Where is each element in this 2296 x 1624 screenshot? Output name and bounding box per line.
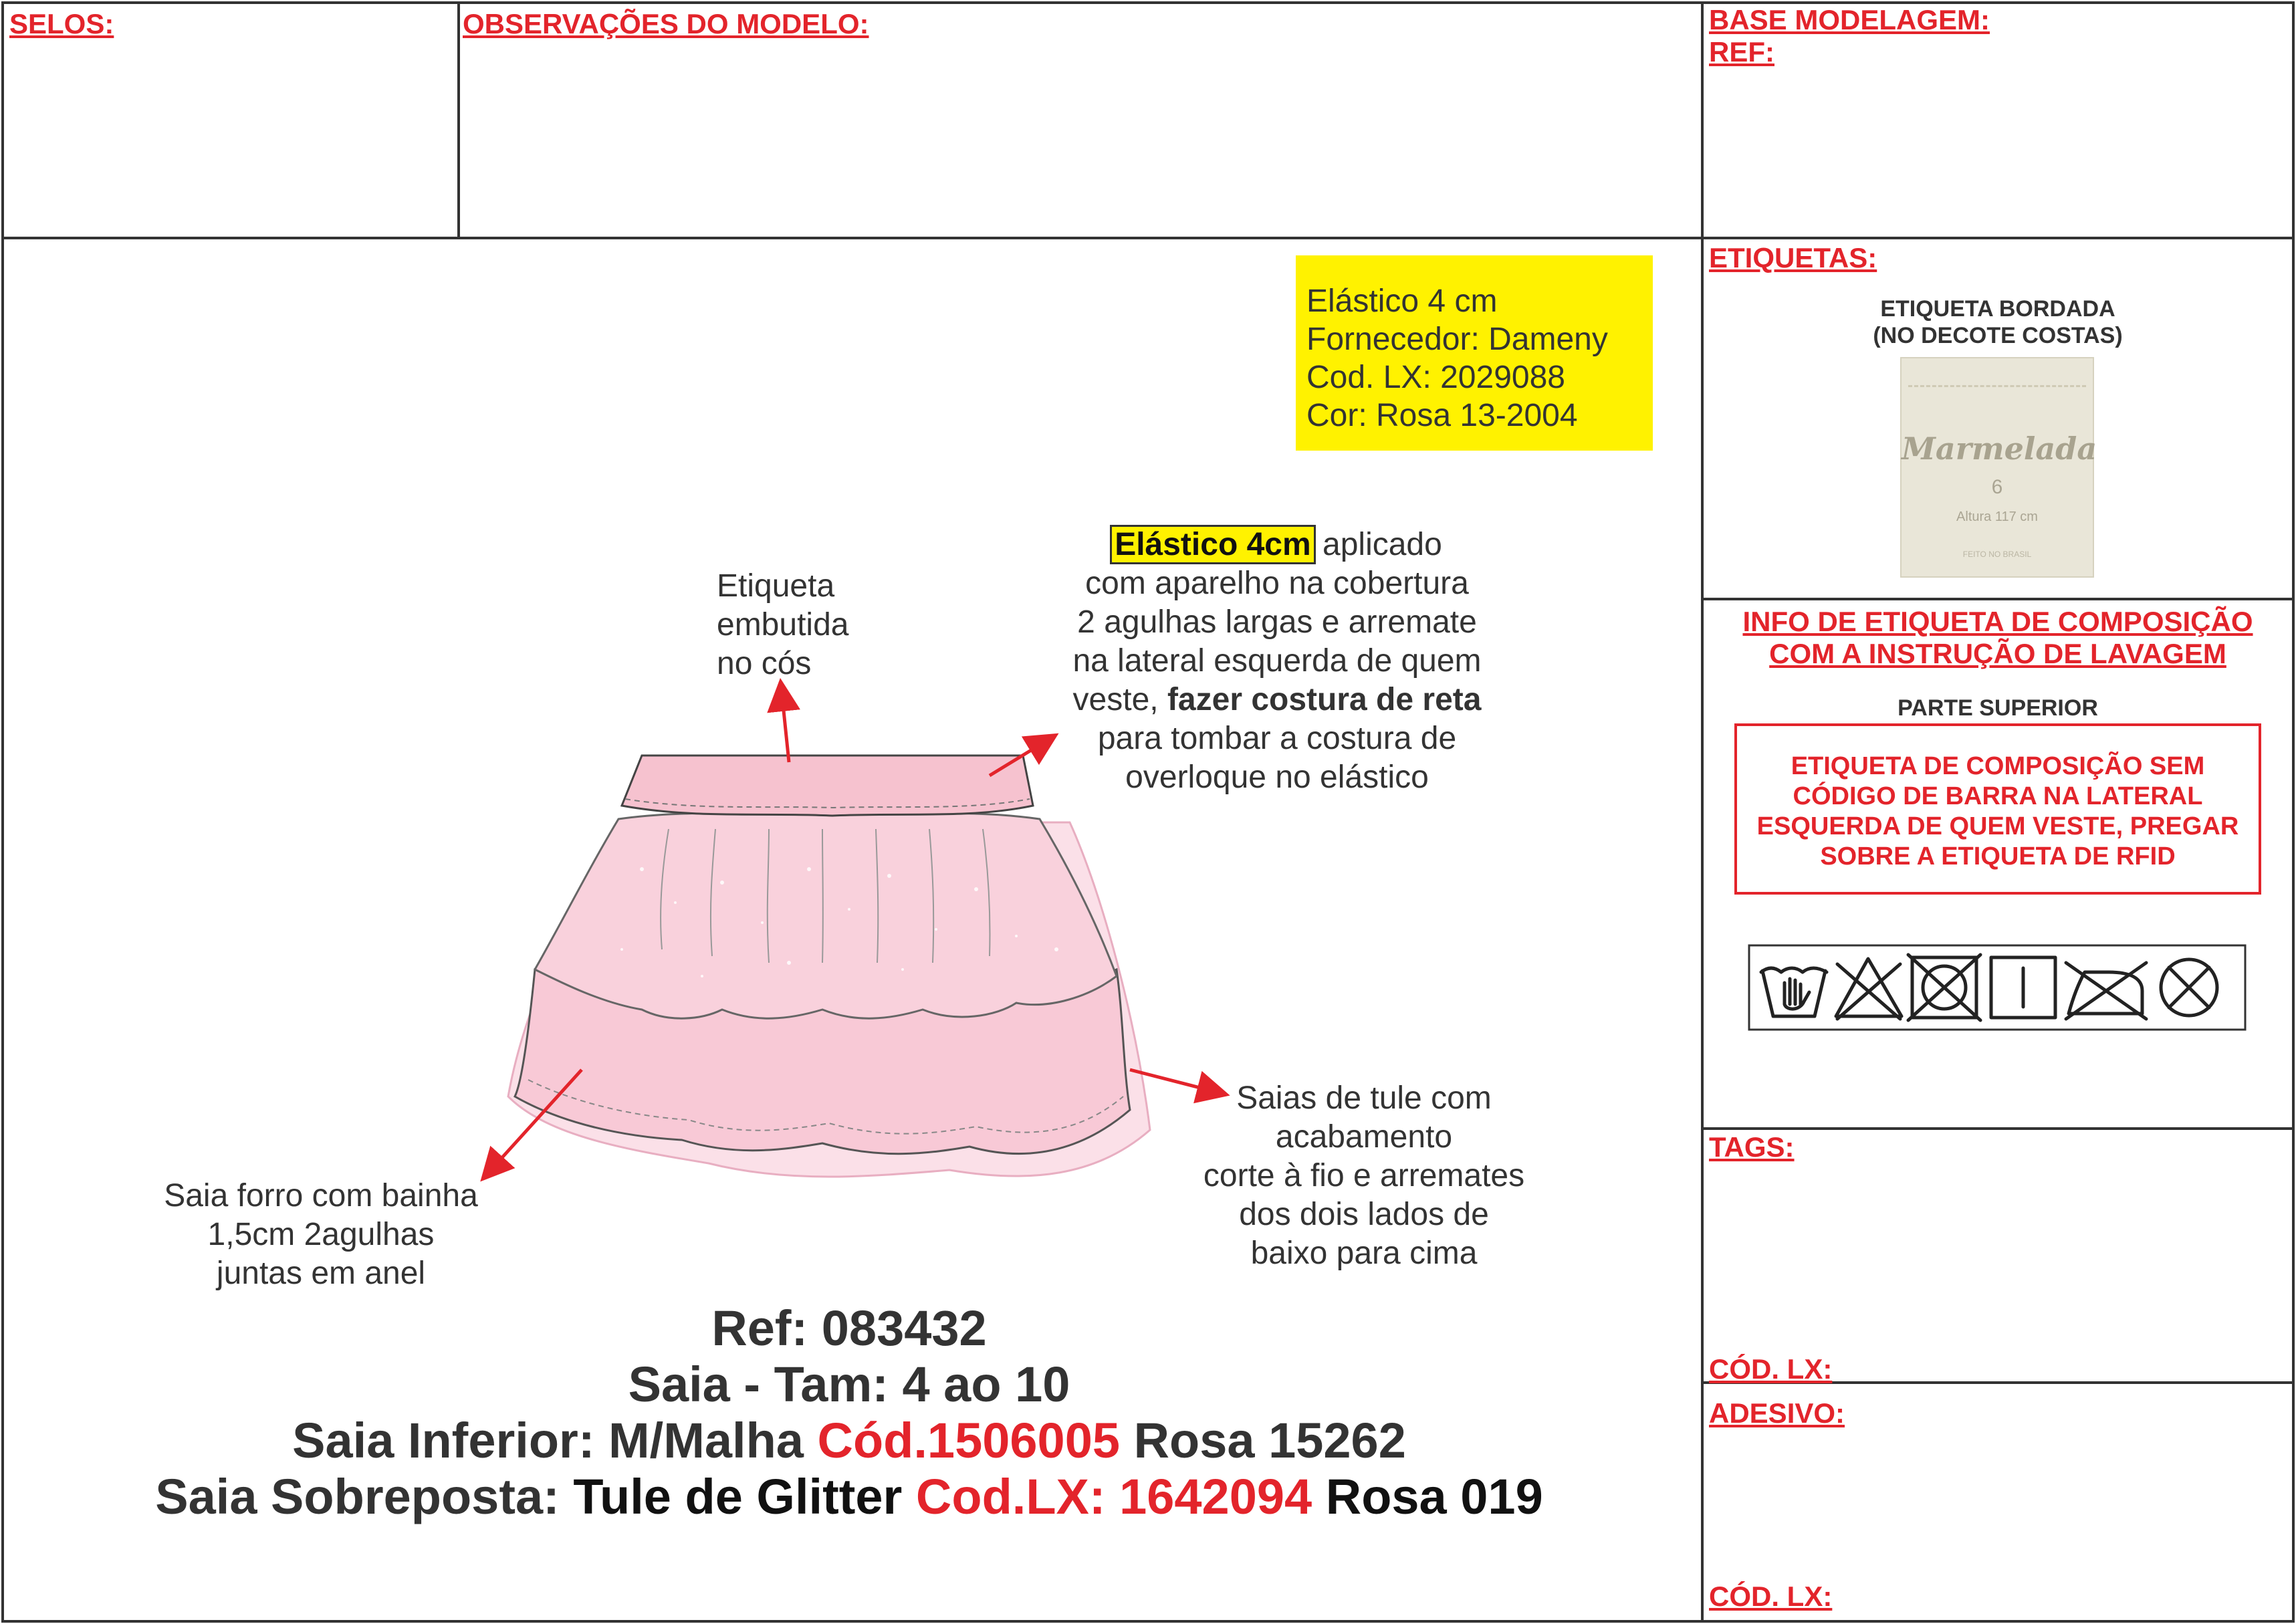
annotation-line: na lateral esquerda de quem — [1072, 643, 1482, 679]
annotation-line: baixo para cima — [1250, 1236, 1478, 1271]
annotation-line: no cós — [717, 646, 812, 681]
annotation-text: veste, — [1072, 682, 1167, 717]
bordada-line: ETIQUETA BORDADA — [1880, 296, 2115, 322]
title-text: Saia Inferior: M/Malha — [292, 1413, 818, 1468]
saia-size-title: Saia - Tam: 4 ao 10 — [628, 1357, 1070, 1412]
care-symbols — [1748, 944, 2247, 1031]
annotation-line: com aparelho na cobertura — [1085, 566, 1469, 601]
composicao-line: CÓDIGO DE BARRA NA LATERAL — [1793, 782, 2203, 810]
title-text: Saia Sobreposta: — [155, 1469, 574, 1524]
ref-label: REF: — [1709, 36, 1774, 68]
composicao-box — [1734, 723, 2261, 895]
info-line: INFO DE ETIQUETA DE COMPOSIÇÃO — [1742, 606, 2253, 637]
title-text: Rosa 019 — [1312, 1469, 1543, 1524]
tags-cell — [1701, 1127, 2295, 1384]
elastic-line: Cor: Rosa 13-2004 — [1306, 398, 1578, 433]
title-code: Cod.LX: 1642094 — [915, 1469, 1312, 1524]
woven-label-stitch — [1908, 385, 2086, 387]
selos-label: SELOS: — [9, 8, 114, 39]
saia-sobreposta-line — [0, 1468, 1698, 1525]
parte-superior-label: PARTE SUPERIOR — [1898, 695, 2098, 721]
annotation-bold: fazer costura de reta — [1167, 682, 1482, 717]
annotation-text: aplicado — [1313, 527, 1442, 562]
title-text: Tule de Glitter — [573, 1469, 916, 1524]
composicao-line: SOBRE A ETIQUETA DE RFID — [1820, 842, 2176, 871]
title-code: Cód.1506005 — [817, 1413, 1121, 1468]
ref-title: Ref: 083432 — [711, 1300, 987, 1356]
arrow-etiqueta — [781, 685, 789, 762]
annotation-line: corte à fio e arremates — [1203, 1158, 1525, 1193]
etiquetas-label: ETIQUETAS: — [1709, 242, 1877, 273]
bordada-line: (NO DECOTE COSTAS) — [1873, 323, 2123, 348]
saia-inferior-line — [0, 1412, 1698, 1469]
composicao-line: ESQUERDA DE QUEM VESTE, PREGAR — [1756, 812, 2239, 840]
waistband — [622, 756, 1033, 816]
annotation-line: overloque no elástico — [1125, 760, 1429, 795]
annotation-line: Saia forro com bainha — [164, 1178, 478, 1213]
annotation-line: embutida — [717, 607, 849, 643]
base-modelagem-cell — [1701, 1, 2295, 239]
annotation-line: juntas em anel — [216, 1256, 426, 1291]
upper-tier — [535, 812, 1117, 1018]
composicao-line: ETIQUETA DE COMPOSIÇÃO SEM — [1791, 752, 2205, 780]
woven-label-image — [1900, 357, 2097, 578]
annotation-line: para tombar a costura de — [1097, 721, 1457, 756]
cod-lx-adesivo-label: CÓD. LX: — [1709, 1581, 1833, 1612]
elastic-line: Cod. LX: 2029088 — [1306, 360, 1565, 395]
elastic-line: Fornecedor: Dameny — [1306, 322, 1608, 357]
adesivo-label: ADESIVO: — [1709, 1397, 1845, 1429]
annotation-line: dos dois lados de — [1239, 1197, 1489, 1232]
observacoes-label: OBSERVAÇÕES DO MODELO: — [463, 8, 869, 39]
annotation-line: acabamento — [1275, 1119, 1453, 1155]
label-brand-text: Marmelada — [1902, 431, 2097, 467]
cod-lx-tags-label: CÓD. LX: — [1709, 1353, 1833, 1385]
etiqueta-bordada-title — [1701, 296, 2295, 349]
tags-label: TAGS: — [1709, 1131, 1795, 1163]
annotation-line: 1,5cm 2agulhas — [207, 1217, 435, 1252]
annotation-line: Saias de tule com — [1236, 1080, 1492, 1116]
label-height-text: Altura 117 cm — [1956, 509, 2038, 524]
label-size-text: 6 — [1991, 476, 2003, 498]
elastico-highlight: Elástico 4cm — [1112, 527, 1313, 562]
info-line: COM A INSTRUÇÃO DE LAVAGEM — [1769, 638, 2226, 670]
info-composicao-title — [1701, 606, 2295, 671]
title-text: Rosa 15262 — [1120, 1413, 1406, 1468]
elastic-line: Elástico 4 cm — [1306, 283, 1498, 319]
annotation-line: Etiqueta — [717, 568, 835, 604]
base-modelagem-label: BASE MODELAGEM: — [1709, 4, 1990, 35]
annotation-line: 2 agulhas largas e arremate — [1077, 604, 1477, 640]
label-made-text: FEITO NO BRASIL — [1962, 550, 2032, 559]
